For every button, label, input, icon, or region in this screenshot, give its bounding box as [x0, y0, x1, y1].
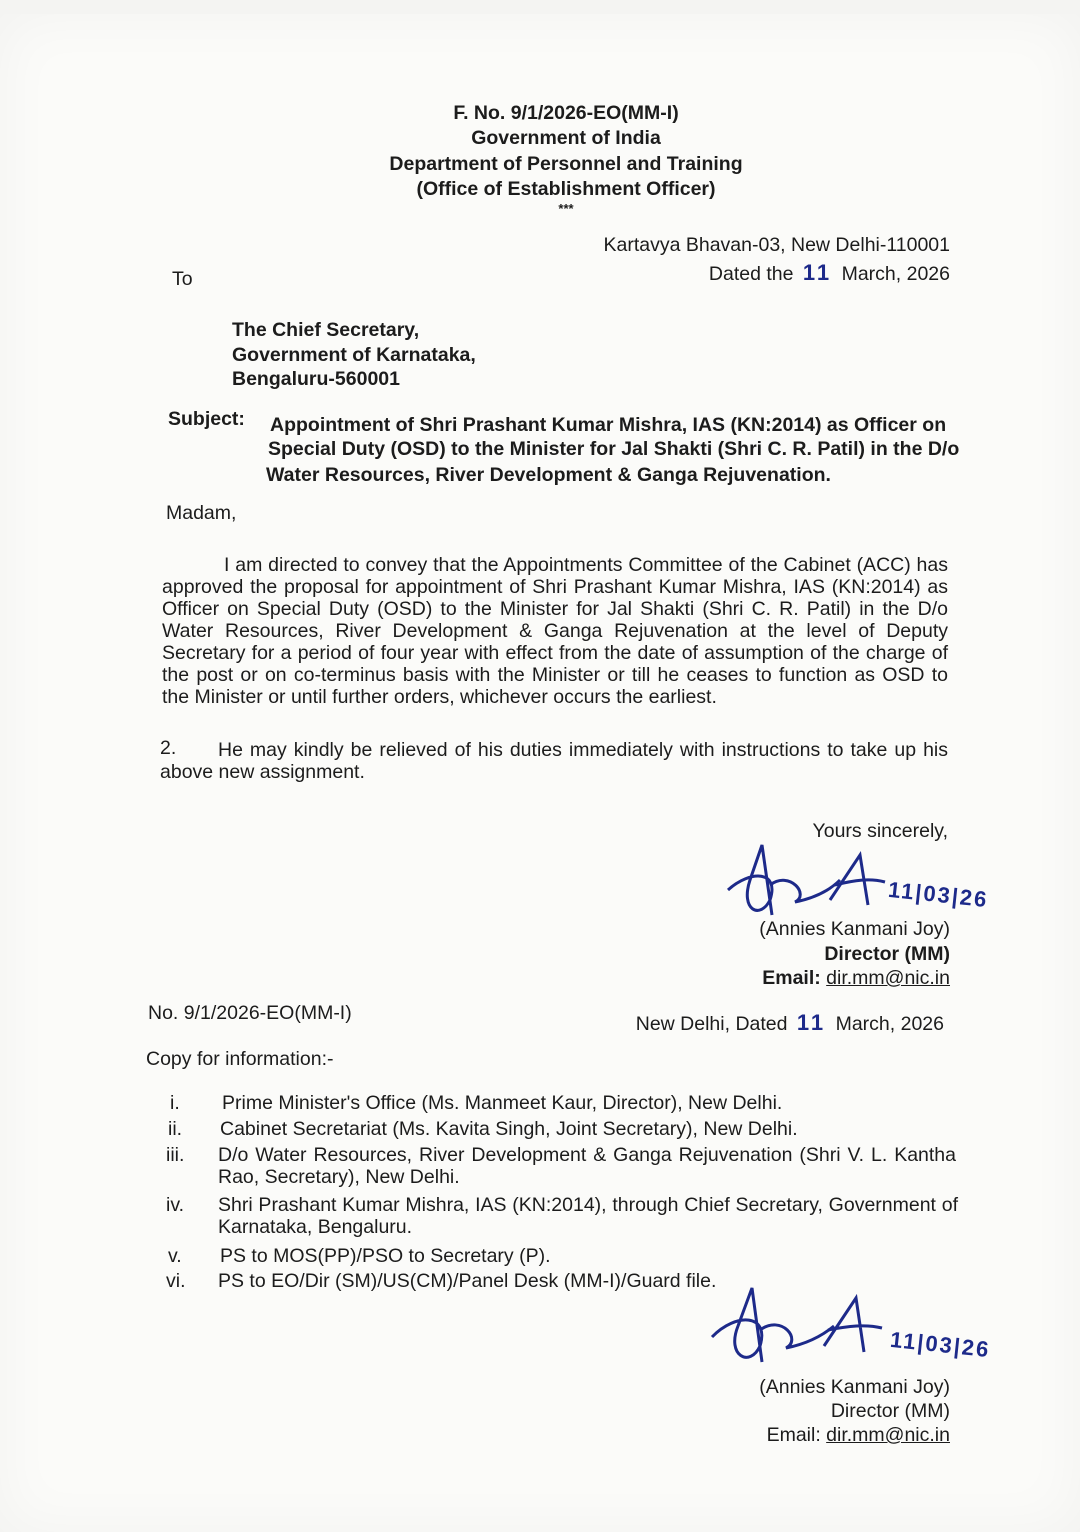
signatory-designation-2: Director (MM): [830, 1400, 950, 1422]
copy-item-number: vi.: [166, 1270, 186, 1292]
letter-page: [0, 14, 1080, 1532]
copy-item-number: iii.: [166, 1144, 185, 1166]
email-label-1: Email:: [762, 967, 821, 989]
para-2-number: 2.: [160, 737, 177, 759]
copy-intro: Copy for information:-: [146, 1048, 334, 1070]
email-label-2: Email:: [766, 1424, 821, 1446]
copy-item-text: D/o Water Resources, River Development & Ganga Rejuvenation (Shri V. L. Kantha Rao, Secretary), New Delhi.: [218, 1144, 956, 1188]
office-address: Kartavya Bhavan-03, New Delhi-110001: [603, 234, 950, 256]
office-line: (Office of Establishment Officer): [416, 178, 716, 200]
copy-item-text: PS to MOS(PP)/PSO to Secretary (P).: [220, 1245, 551, 1267]
subject-line-1: Appointment of Shri Prashant Kumar Mishra, IAS (KN:2014) as Officer on: [270, 414, 947, 436]
dept-line: Department of Personnel and Training: [389, 153, 743, 175]
subject-line-3: Water Resources, River Development & Ganga Rejuvenation.: [266, 464, 831, 486]
copy-date-prefix: New Delhi, Dated: [635, 1013, 788, 1035]
subject-label: Subject:: [168, 408, 245, 430]
govt-line: Government of India: [471, 127, 661, 149]
signature-2-date: 11|03|26: [889, 1326, 992, 1363]
subject-line-2: Special Duty (OSD) to the Minister for Jal Shakti (Shri C. R. Patil) in the D/o: [268, 438, 960, 460]
copy-file-number: No. 9/1/2026-EO(MM-I): [148, 1002, 352, 1024]
signature-scribble-icon: [706, 1282, 1026, 1378]
to-label: To: [172, 268, 193, 290]
file-number: F. No. 9/1/2026-EO(MM-I): [453, 102, 679, 124]
copy-date: [636, 1010, 944, 1035]
closing: Yours sincerely,: [812, 820, 948, 842]
signature-1-date: 11|03|26: [887, 876, 990, 913]
copy-item-text: PS to EO/Dir (SM)/US(CM)/Panel Desk (MM-I)/Guard file.: [218, 1270, 717, 1292]
email-link-2[interactable]: dir.mm@nic.in: [826, 1424, 950, 1446]
signatory-name-2: (Annies Kanmani Joy): [759, 1376, 950, 1398]
email-link-1[interactable]: dir.mm@nic.in: [826, 967, 950, 989]
letter-date: [709, 260, 950, 285]
copy-date-suffix: March, 2026: [835, 1013, 944, 1035]
copy-item-number: ii.: [168, 1118, 183, 1140]
copy-item-number: iv.: [166, 1194, 185, 1216]
copy-item-number: i.: [170, 1092, 180, 1114]
date-day-handwritten: 11: [802, 260, 833, 285]
signature-2: [706, 1282, 1026, 1378]
salutation: Madam,: [166, 502, 237, 524]
body-paragraph-1: I am directed to convey that the Appointments Committee of the Cabinet (ACC) has approved the proposal for appointment of Shri Prashant Kumar Mishra, IAS (KN:2014) as Officer on Special Duty (OSD) to the Minister for Jal Shakti (Shri C. R. Patil) in the D/o Water Resources, River Development & Ganga Rejuvenation at the level of Deputy Secretary for a period of four year with effect from the date of assumption of the charge of the post or on co-terminus basis with the Minister or till he ceases to function as OSD to the Minister or until further orders, whichever occurs the earliest.: [162, 554, 948, 708]
signatory-name-1: (Annies Kanmani Joy): [759, 918, 950, 940]
copy-item-text: Prime Minister's Office (Ms. Manmeet Kaur, Director), New Delhi.: [222, 1092, 783, 1114]
date-suffix: March, 2026: [841, 263, 950, 285]
recipient-line-2: Government of Karnataka,: [232, 344, 476, 366]
copy-item-number: v.: [168, 1245, 182, 1267]
recipient-line-3: Bengaluru-560001: [232, 368, 400, 390]
signatory-email-1: [762, 967, 950, 989]
signatory-designation-1: Director (MM): [824, 943, 950, 965]
date-prefix: Dated the: [708, 263, 794, 285]
copy-item-text: Cabinet Secretariat (Ms. Kavita Singh, Joint Secretary), New Delhi.: [220, 1118, 798, 1140]
copy-item-text: Shri Prashant Kumar Mishra, IAS (KN:2014), through Chief Secretary, Government of Karnataka, Bengaluru.: [218, 1194, 958, 1238]
signature-1: [720, 840, 1020, 930]
body-paragraph-2: He may kindly be relieved of his duties immediately with instructions to take up his above new assignment.: [160, 739, 948, 783]
recipient-line-1: The Chief Secretary,: [232, 319, 420, 341]
copy-date-day-handwritten: 11: [796, 1010, 827, 1035]
signatory-email-2: [767, 1424, 950, 1446]
stars-divider: ***: [558, 201, 574, 216]
